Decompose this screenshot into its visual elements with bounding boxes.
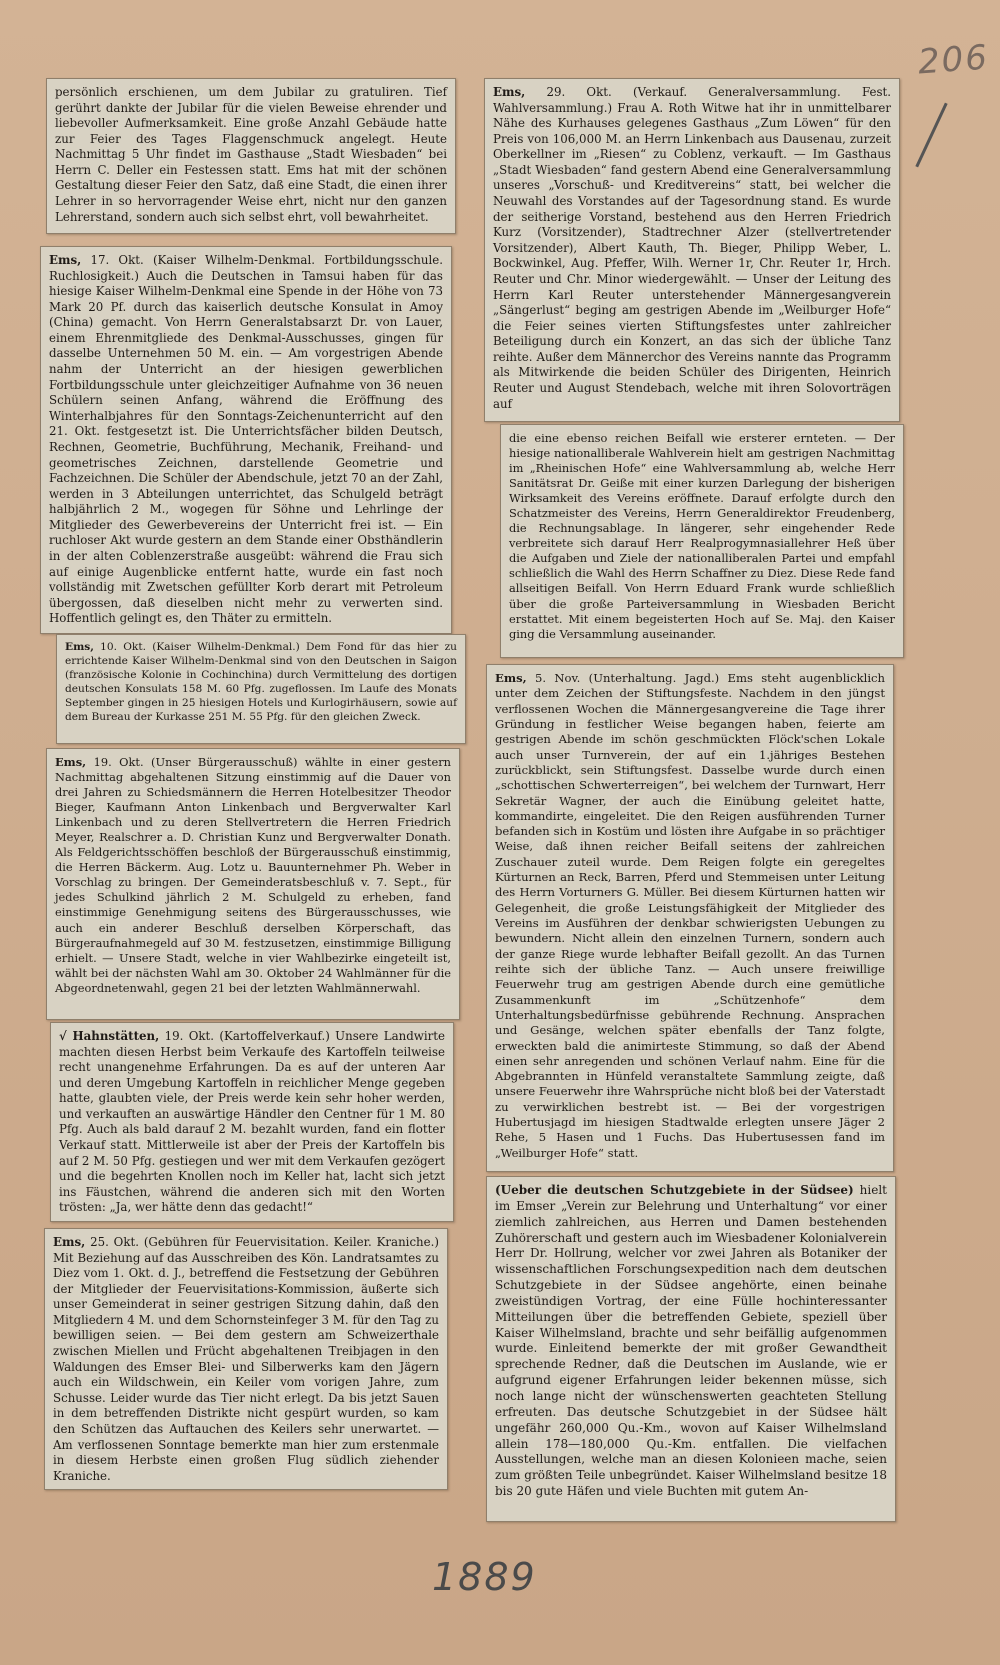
clipping-text: 19. Okt. (Unser Bürgerausschuß) wählte in einer gestern Nachmittag abgehaltenen Sitzung einstimmig auf die Dauer von drei Jahren zu Schiedsmännern die Herren Hotelbesitzer Theodor Bieger, Kaufmann Anton Linkenbach und Bergverwalter Karl Linkenbach und zu deren Stellvertretern die Herren Friedrich Meyer, Realschrer a. D. Christian Kunz und Bergverwalter Donath. Als Feldgerichtsschöffen beschloß der Bürgerausschuß einstimmig, die Herren Bäckerm. Aug. Lotz u. Bauunternehmer Ph. Weber in Vorschlag zu bringen. Der Gemeinderatsbeschluß v. 7. Sept., für jedes Schulkind jährlich 2 M. Schulgeld zu erheben, fand einstimmige Genehmigung seitens des Bürgerausschusses, wie auch ein anderer Beschluß derselben Körperschaft, das Bürgeraufnahmegeld auf 30 M. festzusetzen, einstimmige Billigung erhielt. — Unsere Stadt, welche in vier Wahlbezirke eingeteilt ist, wählt bei der nächsten Wahl am 30. Oktober 24 Wahlmänner für die Abgeordnetenwahl, gegen 21 bei der letzten Wahlmännerwahl. — [55, 755, 452, 995]
clipping-heading: Ems, — [53, 1235, 86, 1249]
clipping-text: 5. Nov. (Unterhaltung. Jagd.) Ems steht augenblicklich unter dem Zeichen der Stiftungsfeste. Nachdem in den jüngst verflossenen Wochen die Männergesangvereine die Tage ihrer Gründung in festlicher Weise begangen haben, feierte am gestrigen Abende im schön geschmückten Flöck'schen Lokale auch unser Turnverein, der auf ein 1.jähriges Bestehen zurückblickt, sein Stiftungsfest. Dasselbe wurde durch einen „schottischen Schwerterreigen“, bei welchem der Turnwart, Herr Sekretär Wagner, der auch die Einübung geleitet hatte, kommandirte, eingeleitet. Die den Reigen ausführenden Turner befanden sich in Kostüm und lösten ihre Aufgabe in so prächtiger Weise, daß ihnen reicher Beifall seitens der zahlreichen Zuschauer zuteil wurde. Dem Reigen folgte ein geregeltes Kürturnen an Reck, Barren, Pferd und Stemmeisen unter Leitung des Herrn Vorturners G. Müller. Bei diesem Kürturnen hatten wir Gelegenheit, die große Leistungsfähigkeit der Mitglieder des Vereins im Ausführen der denkbar schwierigsten Uebungen zu bewundern. Nicht allein den einzelnen Turnern, sondern auch der ganze Riege wurde lebhafter Beifall gezollt. An das Turnen reihte sich der übliche Tanz. — Auch unsere freiwillige Feuerwehr trug am gestrigen Abende durch eine gemütliche Zusammenkunft im „Schützenhofe“ dem Unterhaltungsbedürfnisse gebührende Rechnung. Ansprachen und Gesänge, welchen später ebenfalls der Tanz folgte, erweckten bald die animirteste Stimmung, so daß der Abend einen sehr anregenden und schönen Verlauf nahm. Eine für die Abgebrannten in Hünfeld veranstaltete Sammlung zeigte, daß unsere Feuerwehr ihre Wahrsprüche nicht bloß bei der Vaterstadt zu verwirklichen bestrebt ist. — Bei der vorgestrigen Hubertusjagd im hiesigen Stadtwalde erlegten unsere Jäger 2 Rehe, 5 Hasen und 1 Fuchs. Das Hubertusessen fand im „Weilburger Hofe“ statt. — [495, 671, 886, 1160]
clipping-7 — [484, 78, 900, 422]
clipping-text: 29. Okt. (Verkauf. Generalversammlung. Fest. Wahlversammlung.) Frau A. Roth Witwe hat ihr in unmittelbarer Nähe des Kurhauses gelegenes Gasthaus „Zum Löwen“ für den Preis von 106,000 M. an Herrn Linkenbach aus Dausenau, zurzeit Oberkellner im „Riesen“ zu Coblenz, verkauft. — Im Gasthaus „Stadt Wiesbaden“ fand gestern Abend eine Generalversammlung unseres „Vorschuß- und Kreditvereins“ statt, bei welcher die Neuwahl des Vorstandes auf der Tagesordnung stand. Es wurde der seitherige Vorstand, bestehend aus den Herren Friedrich Kurz (Vorsitzender), Stadtrechner Alzer (stellvertretender Vorsitzender), Albert Kauth, Th. Bieger, Philipp Weber, L. Bockwinkel, Aug. Pfeffer, Wilh. Werner 1r, Chr. Reuter 1r, Hrch. Reuter und Chr. Minor wiedergewählt. — Unser der Leitung des Herrn Karl Reuter unterstehender Männergesangverein „Sängerlust“ beging am gestrigen Abende im „Weilburger Hofe“ die Feier seines vierten Stiftungsfestes unter zahlreicher Beteiligung durch ein Konzert, an das sich der übliche Tanz reihte. Außer dem Männerchor des Vereins nannte das Programm als Mitwirkende die beiden Schüler des Dirigenten, Heinrich Reuter und August Stendebach, welche mit ihren Solovorträgen auf — [493, 85, 892, 411]
clipping-text: persönlich erschienen, um dem Jubilar zu gratuliren. Tief gerührt dankte der Jubilar für die vielen Beweise ehrender und liebevoller Aufmerksamkeit. Eine große Anzahl Gebäude hatte zur Feier des Tages Flaggenschmuck angelegt. Heute Nachmittag 5 Uhr findet im Gasthause „Stadt Wiesbaden“ bei Herrn C. Deller ein Festessen statt. Ems hat mit der schönen Gestaltung dieser Feier den Satz, daß eine Stadt, die einen ihrer Lehrer in so hervorragender Weise ehrt, nicht nur den ganzen Lehrerstand, sondern auch sich selbst ehrt, voll bewahrheitet. — [55, 85, 447, 224]
clipping-text: hielt im Emser „Verein zur Belehrung und Unterhaltung“ vor einer ziemlich zahlreichen, aus Herren und Damen bestehenden Zuhörerschaft und gestern auch im Wiesbadener Kolonialverein Herr Dr. Hollrung, welcher vor zwei Jahren als Botaniker der wissenschaftlichen Forschungsexpedition nach dem deutschen Schutzgebiete in der Südsee angehörte, einen beinahe zweistündigen Vortrag, der eine Fülle hochinteressanter Mitteilungen über die betreffenden Gebiete, speziell über Kaiser Wilhelmsland, brachte und sehr beifällig aufgenommen wurde. Einleitend bemerkte der mit großer Gewandtheit sprechende Redner, daß die Deutschen im Auslande, wie er aufgrund eigener Erfahrungen leider bekennen müsse, sich noch lange nicht der wünschenswerten geachteten Stellung erfreuten. Das deutsche Schutzgebiet in der Südsee hält ungefähr 260,000 Qu.-Km., wovon auf Kaiser Wilhelmsland allein 178—180,000 Qu.-Km. entfallen. Die vielfachen Ausstellungen, welche man an diesen Kolonieen mache, seien zum größten Teile unbegründet. Kaiser Wilhelmsland besitze 18 bis 20 gute Häfen und viele Buchten mit gutem An- — [495, 1183, 887, 1499]
clipping-text: 25. Okt. (Gebühren für Feuervisitation. Keiler. Kraniche.) Mit Beziehung auf das Ausschreiben des Kön. Landratsamtes zu Diez vom 1. Okt. d. J., betreffend die Festsetzung der Gebühren der Mitglieder der Feuervisitations-Kommission, äußerte sich unser Gemeinderat in seiner gestrigen Sitzung dahin, daß den Mitgliedern 4 M. und dem Schornsteinfeger 3 M. für den Tag zu bewilligen seien. — Bei dem gestern am Schweizerthale zwischen Miellen und Frücht abgehaltenen Treibjagen in den Waldungen des Emser Blei- und Silberwerks kam den Jägern auch ein Wildschwein, ein Keiler vom vorigen Jahre, zum Schusse. Leider wurde das Tier nicht erlegt. Da bis jetzt Sauen in dem betreffenden Distrikte nicht gespürt wurden, so kam den Schützen das Auftauchen des Keilers sehr unerwartet. — Am verflossenen Sonntage bemerkte man hier zum erstenmale in diesem Herbste einen großen Flug südlich ziehender Kraniche. — [53, 1235, 439, 1483]
clipping-1 — [46, 78, 456, 234]
clipping-4 — [46, 748, 460, 1020]
clipping-9 — [486, 664, 894, 1172]
clipping-8 — [500, 424, 904, 658]
clipping-text: 10. Okt. (Kaiser Wilhelm-Denkmal.) Dem Fond für das hier zu errichtende Kaiser Wilhelm-Denkmal sind von den Deutschen in Saigon (französische Kolonie in Cochinchina) durch Vermittelung des dortigen deutschen Konsulats 158 M. 60 Pfg. zugeflossen. Im Laufe des Monats September gingen in 25 hiesigen Hotels und Kurlogirhäusern, sowie auf dem Bureau der Kurkasse 251 M. 55 Pfg. für den gleichen Zweck. — [65, 641, 457, 723]
handwritten-year: 1889 — [432, 1555, 537, 1599]
pencil-mark — [915, 103, 947, 168]
clipping-heading: Ems, — [65, 641, 94, 653]
clipping-heading: Ems, — [495, 671, 527, 685]
clipping-heading: √ Hahnstätten, — [59, 1029, 160, 1043]
clipping-2 — [40, 246, 452, 634]
clipping-text: 17. Okt. (Kaiser Wilhelm-Denkmal. Fortbildungsschule. Ruchlosigkeit.) Auch die Deutschen in Tamsui haben für das hiesige Kaiser Wilhelm-Denkmal eine Spende in der Höhe von 73 Mark 20 Pf. durch das kaiserlich deutsche Konsulat in Amoy (China) gemacht. Von Herrn Generalstabsarzt Dr. von Lauer, einem Ehrenmitgliede des Denkmal-Ausschusses, gingen für dasselbe Unternehmen 50 M. ein. — Am vorgestrigen Abende nahm der Unterricht an der hiesigen gewerblichen Fortbildungsschule unter gleichzeitiger Aufnahme von 36 neuen Schülern seinen Anfang, während die Eröffnung des Winterhalbjahres für den Sonntags-Zeichenunterricht auf den 21. Okt. festgesetzt ist. Die Unterrichtsfächer bilden Deutsch, Rechnen, Geometrie, Buchführung, Mechanik, Freihand- und geometrisches Zeichnen, darstellende Geometrie und Fachzeichnen. Die Schüler der Abendschule, jetzt 70 an der Zahl, werden in 3 Abteilungen unterrichtet, das Schulgeld beträgt halbjährlich 2 M., wogegen für Söhne und Lehrlinge der Mitglieder des Gewerbevereins der Unterricht frei ist. — Ein ruchloser Akt wurde gestern an dem Stande einer Obsthändlerin in der alten Coblenzerstraße ausgeübt: während die Frau sich auf einige Augenblicke entfernt hatte, wurde ein fast noch vollständig mit Zwetschen gefüllter Korb derart mit Petroleum übergossen, daß dieselben nicht mehr zu verwerten sind. Hoffentlich gelingt es, den Thäter zu ermitteln. — [49, 253, 444, 626]
clipping-heading: Ems, — [55, 755, 87, 769]
clipping-heading: Ems, — [493, 85, 526, 99]
clipping-6 — [44, 1228, 448, 1490]
clipping-3 — [56, 634, 466, 744]
handwritten-page-number: 206 — [916, 37, 991, 83]
clipping-10 — [486, 1176, 896, 1522]
clipping-text: 19. Okt. (Kartoffelverkauf.) Unsere Landwirte machten diesen Herbst beim Verkaufe des Kartoffeln teilweise recht unangenehme Erfahrungen. Da es auf der unteren Aar und deren Umgebung Kartoffeln in reichlicher Menge gegeben hatte, glaubten viele, der Preis werde kein sehr hoher werden, und verkauften an auswärtige Händler den Centner für 1 M. 80 Pfg. Auch als bald darauf 2 M. bezahlt wurden, fand ein flotter Verkauf statt. Mittlerweile ist aber der Preis der Kartoffeln bis auf 2 M. 50 Pfg. gestiegen und wer mit dem Verkaufen gezögert und die begehrten Knollen noch im Keller hat, lacht sich jetzt ins Fäustchen, während die anderen sich mit den Worten trösten: „Ja, wer hätte denn das gedacht!“ — [59, 1029, 445, 1215]
clipping-heading: (Ueber die deutschen Schutzgebiete in der Südsee) — [495, 1183, 854, 1197]
clipping-heading: Ems, — [49, 253, 82, 267]
clipping-5 — [50, 1022, 454, 1222]
clipping-text: die eine ebenso reichen Beifall wie ersterer ernteten. — Der hiesige nationalliberale Wahlverein hielt am gestrigen Nachmittag im „Rheinischen Hofe“ eine Wahlversammlung ab, welche Herr Sanitätsrat Dr. Geiße mit einer kurzen Darlegung der bisherigen Wirksamkeit des Vereins eröffnete. Darauf erfolgte durch den Schatzmeister des Vereins, Herrn Generaldirektor Freudenberg, die Rechnungsablage. In längerer, sehr eingehender Rede verbreitete sich darauf Herr Realprogymnasiallehrer Heß über die Aufgaben und Ziele der nationalliberalen Partei und empfahl schließlich die Wahl des Herrn Schaffner zu Diez. Diese Rede fand allseitigen Beifall. Von Herrn Eduard Frank wurde schließlich über die große Parteiversammlung in Wiesbaden Bericht erstattet. Mit einem begeisterten Hoch auf Se. Maj. den Kaiser ging die Versammlung auseinander. — [509, 431, 895, 641]
